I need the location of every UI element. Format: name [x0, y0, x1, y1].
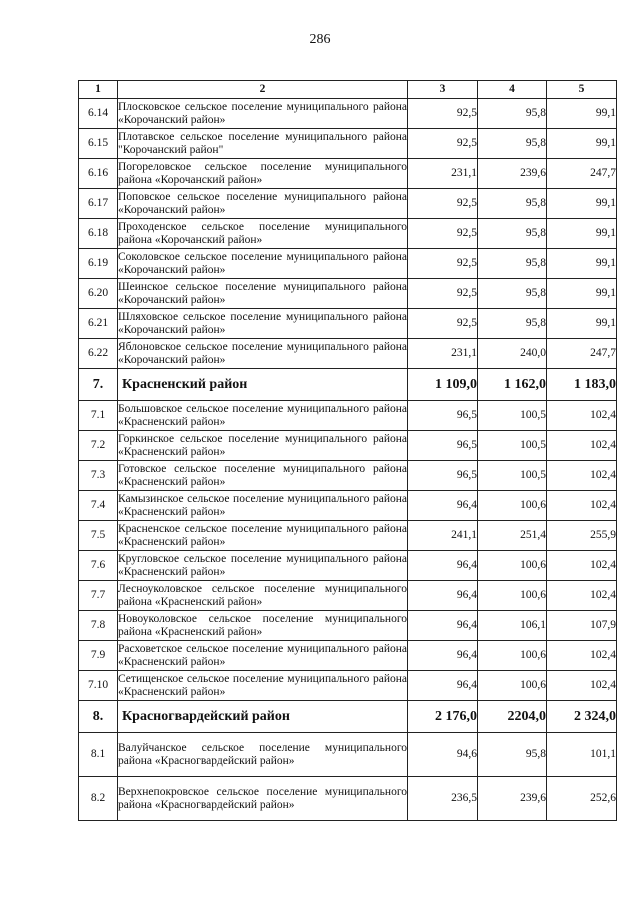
table-row [79, 611, 617, 641]
value-col-3: 96,4 [408, 641, 478, 671]
value-col-5: 99,1 [547, 249, 617, 279]
settlement-name: Красненский район [118, 369, 408, 401]
table-row [79, 551, 617, 581]
value-col-4: 95,8 [478, 219, 547, 249]
table-row [79, 733, 617, 777]
table-row [79, 581, 617, 611]
settlement-name: Верхнепокровское сельское поселение муниципального района «Красногвардейский район» [118, 777, 408, 821]
value-col-5: 107,9 [547, 611, 617, 641]
row-number: 6.19 [79, 249, 118, 279]
row-number: 7.6 [79, 551, 118, 581]
settlement-name: Лесноуколовское сельское поселение муниципального района «Красненский район» [118, 581, 408, 611]
value-col-3: 236,5 [408, 777, 478, 821]
value-col-5: 102,4 [547, 671, 617, 701]
row-number: 6.17 [79, 189, 118, 219]
value-col-3: 1 109,0 [408, 369, 478, 401]
value-col-4: 100,6 [478, 671, 547, 701]
value-col-3: 92,5 [408, 249, 478, 279]
value-col-5: 101,1 [547, 733, 617, 777]
header-col-3: 3 [408, 81, 478, 99]
table-row [79, 219, 617, 249]
value-col-4: 100,6 [478, 491, 547, 521]
table-row [79, 491, 617, 521]
table-row [79, 461, 617, 491]
value-col-5: 99,1 [547, 309, 617, 339]
row-number: 7.9 [79, 641, 118, 671]
value-col-5: 102,4 [547, 431, 617, 461]
value-col-5: 247,7 [547, 159, 617, 189]
header-col-4: 4 [478, 81, 547, 99]
row-number: 6.22 [79, 339, 118, 369]
settlement-name: Сетищенское сельское поселение муниципального района «Красненский район» [118, 671, 408, 701]
value-col-5: 99,1 [547, 279, 617, 309]
table-row [79, 671, 617, 701]
settlement-name: Расховетское сельское поселение муниципального района «Красненский район» [118, 641, 408, 671]
row-number: 6.18 [79, 219, 118, 249]
value-col-3: 92,5 [408, 129, 478, 159]
value-col-4: 100,5 [478, 461, 547, 491]
value-col-4: 2204,0 [478, 701, 547, 733]
value-col-4: 100,6 [478, 551, 547, 581]
value-col-3: 96,4 [408, 611, 478, 641]
value-col-5: 247,7 [547, 339, 617, 369]
table-row [79, 339, 617, 369]
value-col-5: 99,1 [547, 99, 617, 129]
value-col-3: 94,6 [408, 733, 478, 777]
table-row [79, 99, 617, 129]
row-number: 7.8 [79, 611, 118, 641]
row-number: 8. [79, 701, 118, 733]
value-col-4: 95,8 [478, 99, 547, 129]
settlement-name: Горкинское сельское поселение муниципального района «Красненский район» [118, 431, 408, 461]
value-col-3: 92,5 [408, 189, 478, 219]
value-col-3: 96,4 [408, 581, 478, 611]
header-col-5: 5 [547, 81, 617, 99]
value-col-5: 1 183,0 [547, 369, 617, 401]
settlement-name: Шеинское сельское поселение муниципального района «Корочанский район» [118, 279, 408, 309]
value-col-3: 96,5 [408, 461, 478, 491]
value-col-4: 1 162,0 [478, 369, 547, 401]
table-row [79, 309, 617, 339]
district-row [79, 369, 617, 401]
settlement-name: Готовское сельское поселение муниципального района «Красненский район» [118, 461, 408, 491]
row-number: 7.10 [79, 671, 118, 701]
value-col-3: 96,4 [408, 671, 478, 701]
value-col-4: 100,6 [478, 641, 547, 671]
row-number: 6.15 [79, 129, 118, 159]
table-row [79, 249, 617, 279]
value-col-3: 2 176,0 [408, 701, 478, 733]
value-col-5: 99,1 [547, 129, 617, 159]
value-col-5: 102,4 [547, 641, 617, 671]
settlement-name: Яблоновское сельское поселение муниципального района «Корочанский район» [118, 339, 408, 369]
settlement-name: Поповское сельское поселение муниципального района «Корочанский район» [118, 189, 408, 219]
table-header-row [79, 81, 617, 99]
row-number: 6.16 [79, 159, 118, 189]
settlement-name: Красненское сельское поселение муниципального района «Красненский район» [118, 521, 408, 551]
table-row [79, 641, 617, 671]
value-col-4: 95,8 [478, 249, 547, 279]
value-col-4: 100,6 [478, 581, 547, 611]
table-row [79, 521, 617, 551]
value-col-4: 95,8 [478, 733, 547, 777]
settlement-name: Шляховское сельское поселение муниципального района «Корочанский район» [118, 309, 408, 339]
value-col-3: 96,5 [408, 401, 478, 431]
header-col-2: 2 [118, 81, 408, 99]
table-row [79, 159, 617, 189]
district-row [79, 701, 617, 733]
value-col-4: 239,6 [478, 159, 547, 189]
value-col-4: 95,8 [478, 309, 547, 339]
value-col-5: 252,6 [547, 777, 617, 821]
value-col-5: 99,1 [547, 219, 617, 249]
value-col-3: 96,4 [408, 551, 478, 581]
settlement-name: Плосковское сельское поселение муниципального района «Корочанский район» [118, 99, 408, 129]
row-number: 6.21 [79, 309, 118, 339]
row-number: 7.2 [79, 431, 118, 461]
value-col-5: 102,4 [547, 551, 617, 581]
value-col-5: 102,4 [547, 401, 617, 431]
table-row [79, 777, 617, 821]
budget-table [78, 80, 617, 821]
settlement-name: Камызинское сельское поселение муниципального района «Красненский район» [118, 491, 408, 521]
value-col-3: 231,1 [408, 159, 478, 189]
value-col-4: 100,5 [478, 401, 547, 431]
value-col-4: 95,8 [478, 189, 547, 219]
row-number: 6.20 [79, 279, 118, 309]
settlement-name: Красногвардейский район [118, 701, 408, 733]
settlement-name: Соколовское сельское поселение муниципального района «Корочанский район» [118, 249, 408, 279]
page-number: 286 [309, 32, 331, 47]
row-number: 8.1 [79, 733, 118, 777]
settlement-name: Валуйчанское сельское поселение муниципального района «Красногвардейский район» [118, 733, 408, 777]
row-number: 8.2 [79, 777, 118, 821]
value-col-3: 92,5 [408, 309, 478, 339]
table-row [79, 401, 617, 431]
settlement-name: Новоуколовское сельское поселение муниципального района «Красненский район» [118, 611, 408, 641]
table-row [79, 189, 617, 219]
row-number: 7.3 [79, 461, 118, 491]
table-row [79, 431, 617, 461]
value-col-4: 106,1 [478, 611, 547, 641]
header-col-1: 1 [79, 81, 118, 99]
value-col-5: 102,4 [547, 581, 617, 611]
value-col-5: 99,1 [547, 189, 617, 219]
value-col-3: 231,1 [408, 339, 478, 369]
row-number: 7. [79, 369, 118, 401]
row-number: 7.4 [79, 491, 118, 521]
row-number: 7.5 [79, 521, 118, 551]
value-col-3: 241,1 [408, 521, 478, 551]
settlement-name: Проходенское сельское поселение муниципального района «Корочанский район» [118, 219, 408, 249]
table-row [79, 279, 617, 309]
settlement-name: Кругловское сельское поселение муниципального района «Красненский район» [118, 551, 408, 581]
value-col-3: 96,5 [408, 431, 478, 461]
value-col-5: 102,4 [547, 461, 617, 491]
value-col-4: 100,5 [478, 431, 547, 461]
value-col-4: 239,6 [478, 777, 547, 821]
value-col-4: 251,4 [478, 521, 547, 551]
settlement-name: Погореловское сельское поселение муниципального района «Корочанский район» [118, 159, 408, 189]
row-number: 7.7 [79, 581, 118, 611]
table-row [79, 129, 617, 159]
settlement-name: Большовское сельское поселение муниципального района «Красненский район» [118, 401, 408, 431]
value-col-5: 102,4 [547, 491, 617, 521]
settlement-name: Плотавское сельское поселение муниципального района "Корочанский район" [118, 129, 408, 159]
value-col-3: 92,5 [408, 99, 478, 129]
value-col-4: 240,0 [478, 339, 547, 369]
table-body [79, 99, 617, 821]
value-col-5: 255,9 [547, 521, 617, 551]
value-col-3: 92,5 [408, 219, 478, 249]
row-number: 7.1 [79, 401, 118, 431]
value-col-4: 95,8 [478, 279, 547, 309]
value-col-3: 96,4 [408, 491, 478, 521]
value-col-4: 95,8 [478, 129, 547, 159]
value-col-5: 2 324,0 [547, 701, 617, 733]
value-col-3: 92,5 [408, 279, 478, 309]
row-number: 6.14 [79, 99, 118, 129]
